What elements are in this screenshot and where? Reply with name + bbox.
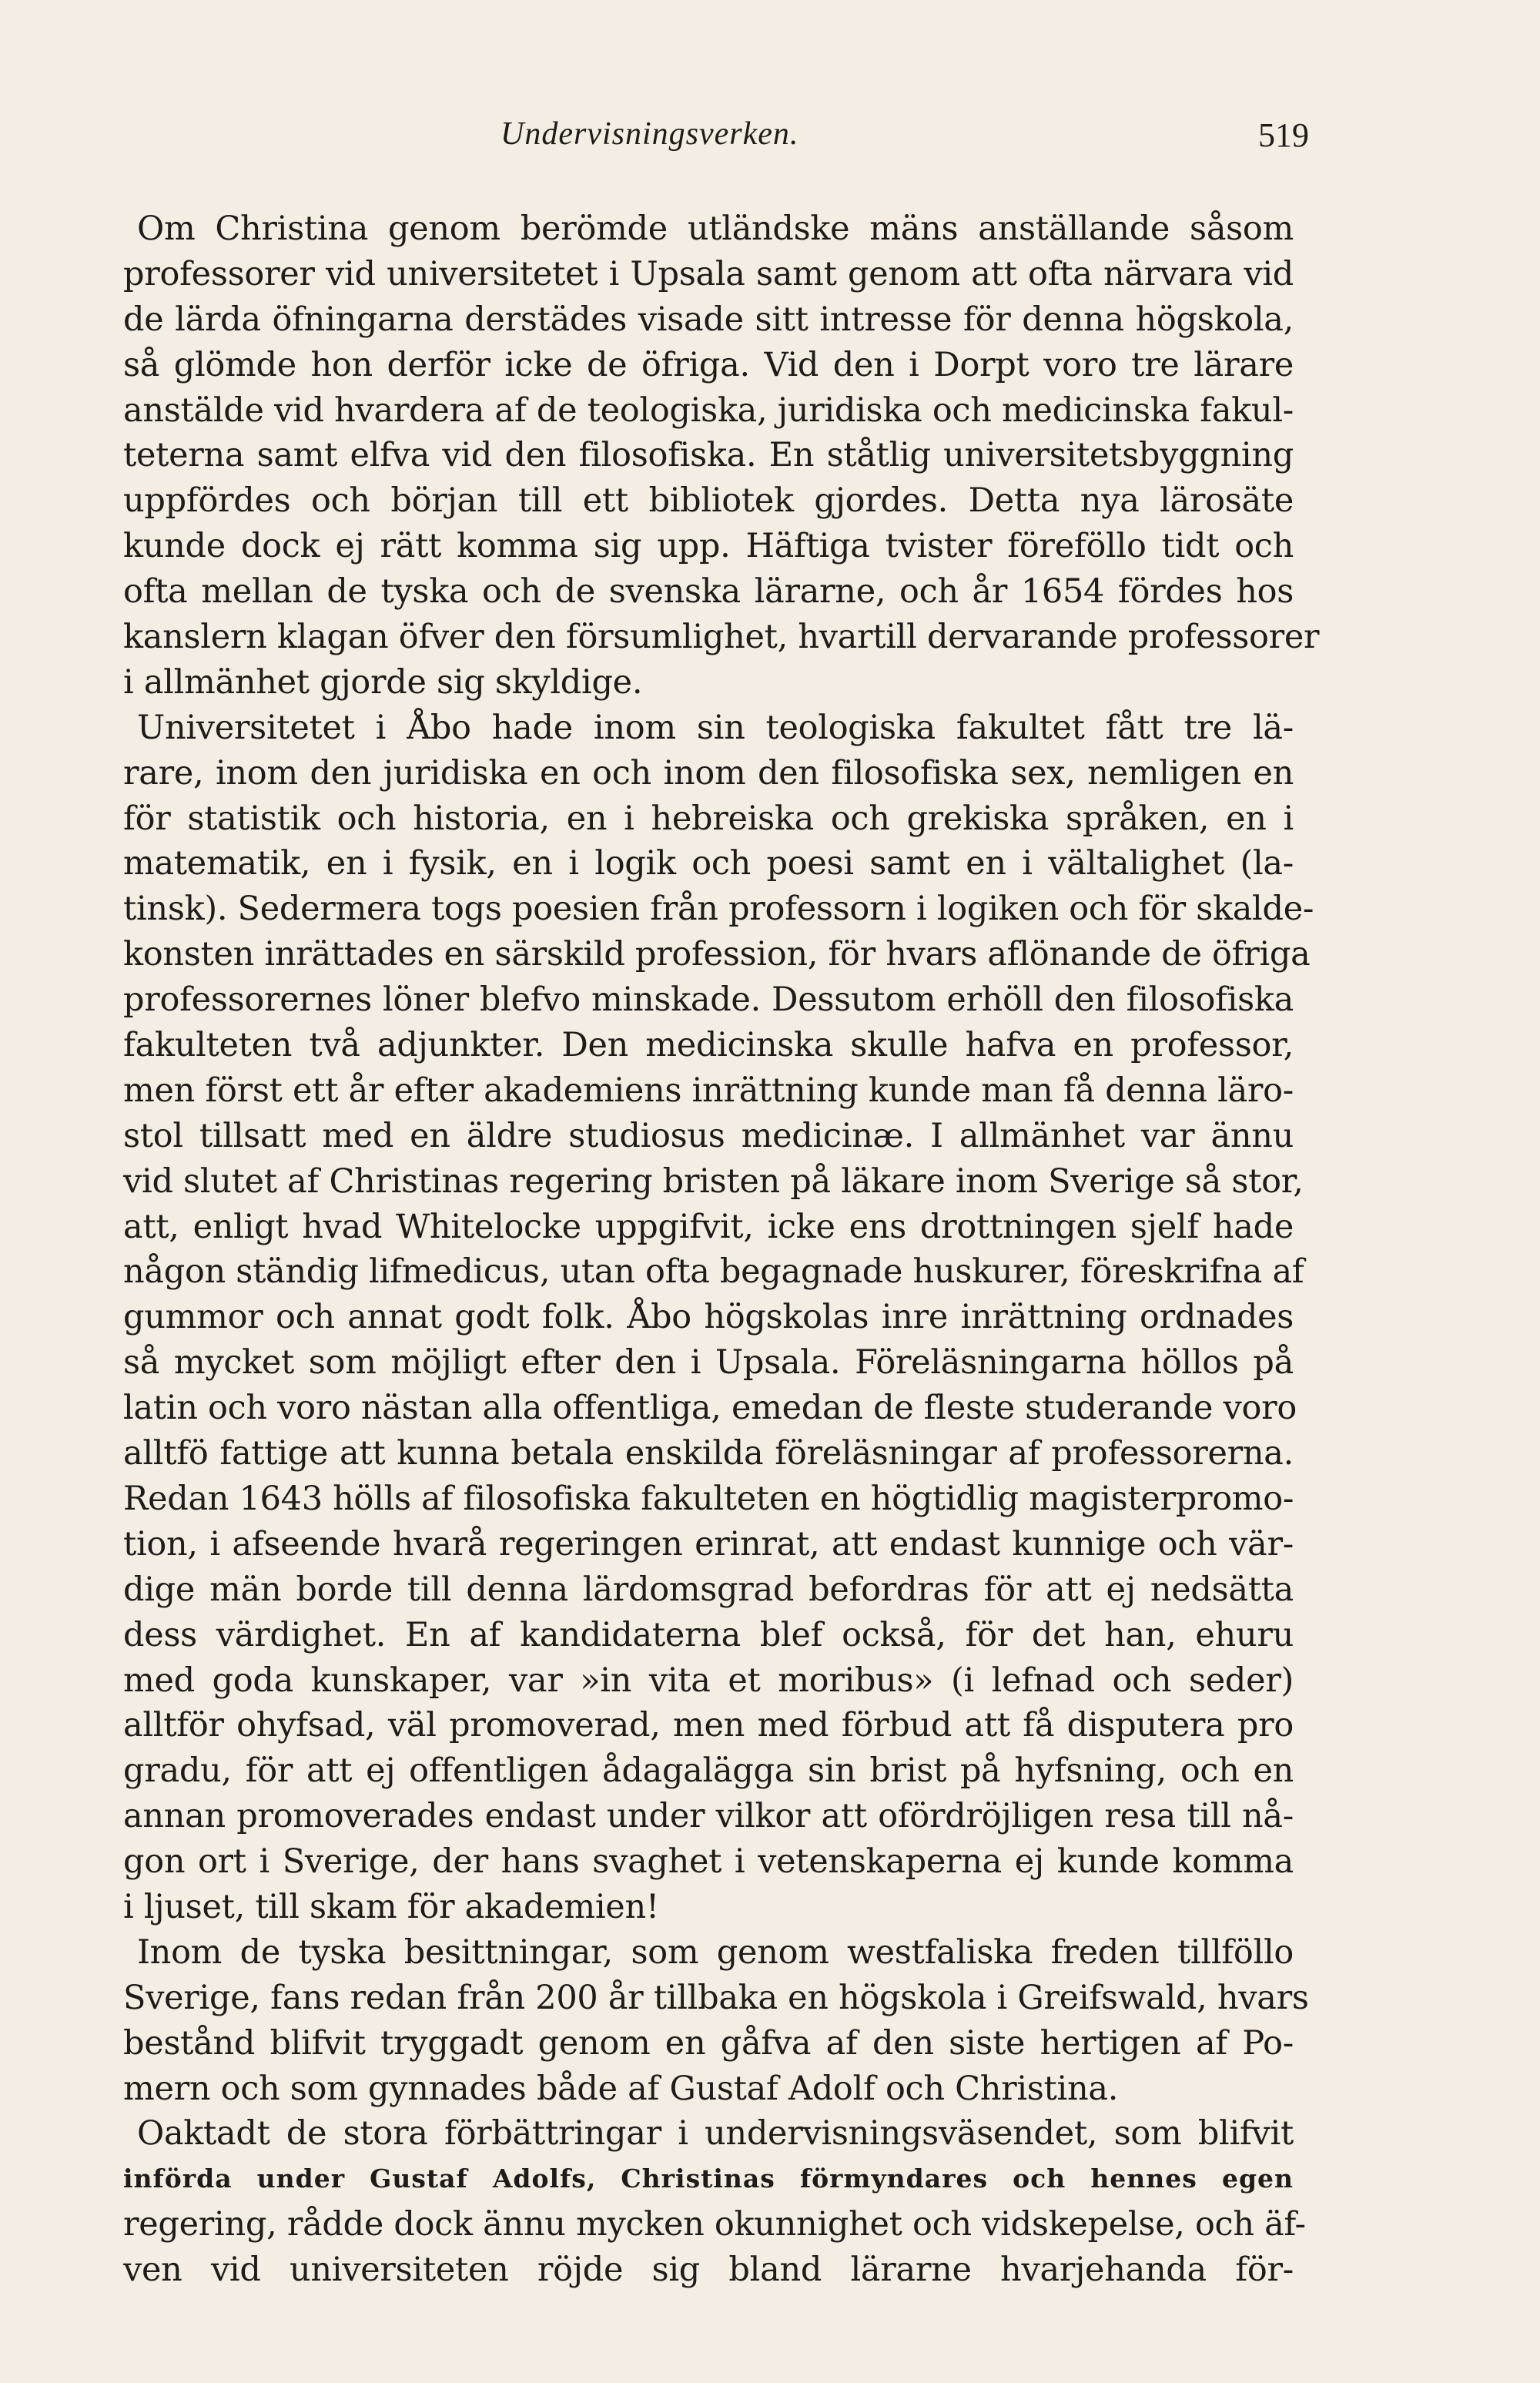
text-line: Redan 1643 hölls af filosofiska fakulteten en högtidlig magisterpromo-: [123, 1479, 1294, 1518]
text-line: gradu, för att ej offentligen ådagalägga sin brist på hyfsning, och en: [123, 1751, 1294, 1791]
text-line: dige män borde till denna lärdomsgrad befordras för att ej nedsätta: [123, 1570, 1294, 1609]
text-line: så mycket som möjligt efter den i Upsala. Föreläsningarna höllos på: [123, 1343, 1294, 1383]
text-line: tinsk). Sedermera togs poesien från professorn i logiken och för skalde-: [123, 890, 1314, 929]
text-line: tion, i afseende hvarå regeringen erinrat, att endast kunnige och vär-: [123, 1524, 1294, 1564]
text-line: Universitetet i Åbo hade inom sin teologiska fakultet fått tre lä-: [137, 708, 1294, 747]
text-line: att, enligt hvad Whitelocke uppgifvit, icke ens drottningen sjelf hade: [123, 1207, 1294, 1246]
text-line: konsten inrättades en särskild profession, för hvars aflönande de öfriga: [123, 935, 1311, 974]
body-text: [123, 206, 1320, 2293]
text-line: gummor och annat godt folk. Åbo högskolas inre inrättning ordnades: [123, 1298, 1294, 1337]
page-header: [123, 116, 1309, 162]
text-line: ofta mellan de tyska och de svenska lärarne, och år 1654 fördes hos: [123, 572, 1294, 612]
text-line: regering, rådde dock ännu mycken okunnighet och vidskepelse, och äf-: [123, 2205, 1306, 2244]
text-line: med goda kunskaper, var »in vita et moribus» (i lefnad och seder): [123, 1661, 1294, 1700]
text-line: latin och voro nästan alla offentliga, emedan de fleste studerande voro: [123, 1389, 1297, 1428]
text-line: bestånd blifvit tryggadt genom en gåfva af den siste hertigen af Po-: [123, 2023, 1294, 2063]
text-line: dess värdighet. En af kandidaterna blef också, för det han, ehuru: [123, 1615, 1294, 1654]
text-line: stol tillsatt med en äldre studiosus medicinæ. I allmänhet var ännu: [123, 1116, 1294, 1155]
text-line: rare, inom den juridiska en och inom den filosofiska sex, nemligen en: [123, 753, 1294, 793]
text-line: kunde dock ej rätt komma sig upp. Häftiga tvister föreföllo tidt och: [123, 527, 1294, 566]
text-line: men först ett år efter akademiens inrättning kunde man få denna läro-: [123, 1071, 1294, 1110]
text-line: i ljuset, till skam för akademien!: [123, 1887, 659, 1926]
running-head: Undervisningsverken.: [500, 116, 799, 152]
text-line: Inom de tyska besittningar, som genom westfaliska freden tillföllo: [137, 1932, 1294, 1972]
text-line: Om Christina genom berömde utländske mäns anställande såsom: [137, 209, 1294, 248]
text-line: för statistik och historia, en i hebreiska och grekiska språken, en i: [123, 799, 1294, 838]
text-line: Oaktadt de stora förbättringar i undervisningsväsendet, som blifvit: [137, 2114, 1294, 2153]
text-line: införda under Gustaf Adolfs, Christinas förmyndares och hennes egen: [123, 2163, 1294, 2194]
text-line: teterna samt elfva vid den filosofiska. En ståtlig universitetsbyggning: [123, 436, 1294, 475]
text-line: professorernes löner blefvo minskade. Dessutom erhöll den filosofiska: [123, 980, 1294, 1020]
text-line: professorer vid universitetet i Upsala samt genom att ofta närvara vid: [123, 254, 1294, 293]
page-number: 519: [1258, 116, 1309, 154]
text-line: vid slutet af Christinas regering bristen på läkare inom Sverige så stor,: [123, 1161, 1304, 1201]
text-line: alltför ohyfsad, väl promoverad, men med förbud att få disputera pro: [123, 1706, 1294, 1745]
text-line: matematik, en i fysik, en i logik och poesi samt en i vältalighet (la-: [123, 844, 1294, 883]
text-line: gon ort i Sverige, der hans svaghet i vetenskaperna ej kunde komma: [123, 1842, 1294, 1882]
text-line: alltfö fattige att kunna betala enskilda föreläsningar af professorerna.: [123, 1434, 1294, 1473]
text-line: mern och som gynnades både af Gustaf Adolf och Christina.: [123, 2069, 1119, 2108]
text-line: anstälde vid hvardera af de teologiska, juridiska och medicinska fakul-: [123, 390, 1294, 430]
text-line: de lärda öfningarna derstädes visade sitt intresse för denna högskola,: [123, 300, 1294, 339]
text-line: någon ständig lifmedicus, utan ofta begagnade huskurer, föreskrifna af: [123, 1252, 1304, 1292]
text-line: Sverige, fans redan från 200 år tillbaka en högskola i Greifswald, hvars: [123, 1978, 1309, 2017]
text-line: fakulteten två adjunkter. Den medicinska skulle hafva en professor,: [123, 1026, 1294, 1065]
text-line: kanslern klagan öfver den försumlighet, hvartill dervarande professorer: [123, 618, 1320, 657]
text-line: annan promoverades endast under vilkor att ofördröjligen resa till nå-: [123, 1797, 1294, 1836]
text-line: ven vid universiteten röjde sig bland lärarne hvarjehanda för-: [123, 2251, 1294, 2290]
text-line: så glömde hon derför icke de öfriga. Vid den i Dorpt voro tre lärare: [123, 345, 1294, 384]
text-line: uppfördes och början till ett bibliotek gjordes. Detta nya lärosäte: [123, 481, 1294, 521]
text-line: i allmänhet gjorde sig skyldige.: [123, 662, 643, 702]
